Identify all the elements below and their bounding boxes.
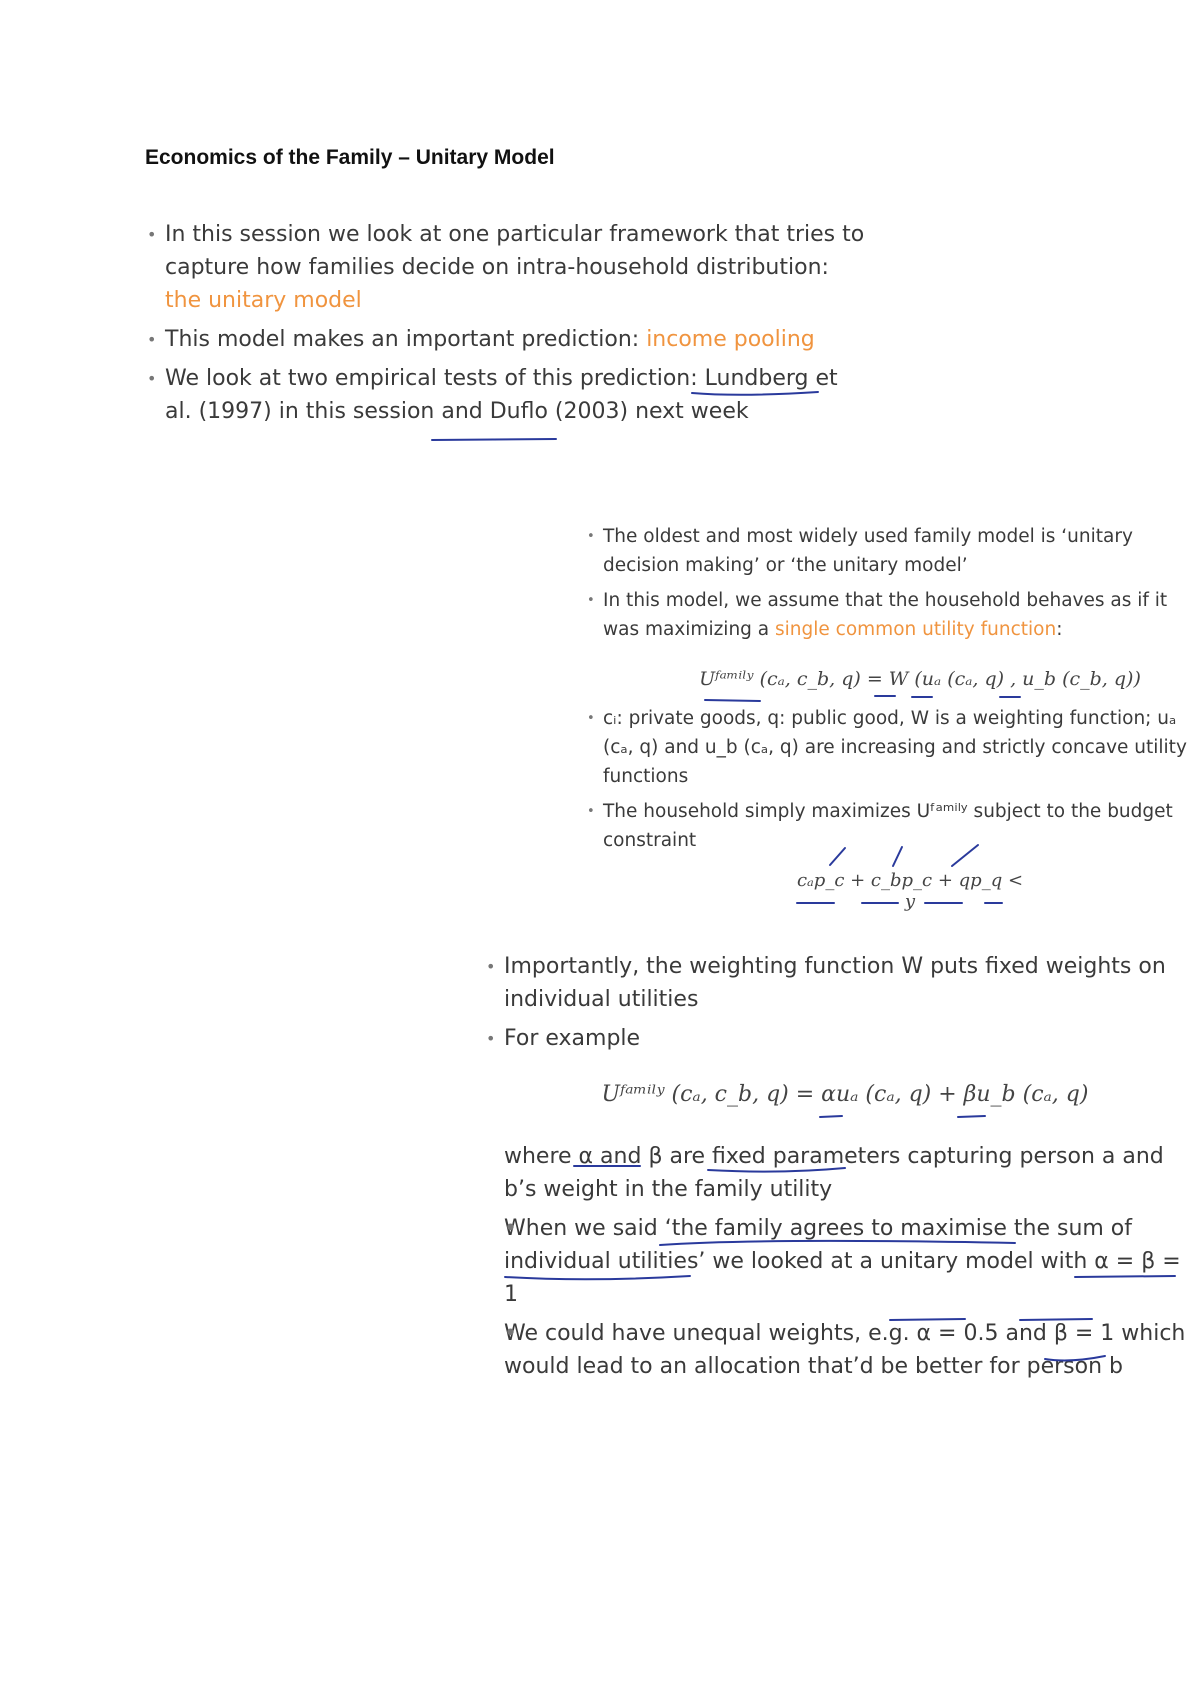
underline-beta-eq <box>958 1116 985 1117</box>
bullet-text: The household simply maximizes Uᶠᵃᵐⁱˡʸ subject to the budget constraint <box>603 801 1173 851</box>
bullet-text: This model makes an important prediction: <box>165 327 647 352</box>
parameters-paragraph <box>504 1140 1194 1383</box>
bullet-text: We could have unequal weights, e.g. α = 0.5 and β = 1 which would lead to an allocation that’d be better for person b <box>504 1321 1186 1379</box>
bullet-single-utility <box>603 586 1200 644</box>
intro-bullets <box>165 218 865 434</box>
bullet-text: We look at two empirical tests of this prediction: Lundberg et al. (1997) in this session and Duflo (2003) next week <box>165 366 838 424</box>
paragraph-text: where α and β are fixed parameters capturing person a and b’s weight in the family utility <box>504 1144 1164 1202</box>
weighting-bullets <box>504 950 1194 1061</box>
bullet-prediction <box>165 323 865 356</box>
underline-alpha-eq <box>820 1116 842 1117</box>
bullet-oldest-model <box>603 522 1200 580</box>
highlight-single-utility: single common utility function <box>775 619 1057 640</box>
bullet-framework <box>165 218 865 317</box>
page-title: Economics of the Family – Unitary Model <box>145 146 555 169</box>
model-bullets <box>603 522 1200 861</box>
bullet-text: When we said ‘the family agrees to maximise the sum of individual utilities’ we looked at a unitary model with α = β = 1 <box>504 1216 1181 1307</box>
bullet-text: In this session we look at one particular framework that tries to capture how families decide on intra-household distribution: <box>165 222 865 280</box>
budget-constraint-equation: cₐp_c + c_bp_c + qp_q < y <box>796 870 1024 912</box>
bullet-text: The oldest and most widely used family model is ‘unitary decision making’ or ‘the unitary model’ <box>603 526 1133 576</box>
highlight-income-pooling: income pooling <box>646 327 815 352</box>
bullet-for-example <box>504 1022 1194 1055</box>
punctuation: : <box>1056 619 1063 640</box>
underline-duflo <box>432 439 556 440</box>
bullet-budget-constraint <box>603 797 1200 855</box>
bullet-text: cᵢ: private goods, q: public good, W is a weighting function; uₐ (cₐ, q) and u_b (cₐ, q) are increasing and strictly concave utility functions <box>603 708 1187 787</box>
bullet-empirical-tests <box>165 362 865 428</box>
bullet-equal-weights <box>504 1212 1194 1311</box>
highlight-unitary-model: the unitary model <box>165 288 362 313</box>
bullet-unequal-weights <box>504 1317 1194 1383</box>
bullet-text: In this model, we assume that the household behaves as if it was maximizing a <box>603 590 1168 640</box>
bullet-fixed-weights <box>504 950 1194 1016</box>
example-bullets <box>504 1212 1194 1383</box>
family-utility-equation: Uᶠᵃᵐⁱˡʸ (cₐ, c_b, q) = W (uₐ (cₐ, q) , u_b (c_b, q)) <box>699 668 1141 690</box>
bullet-text: Importantly, the weighting function W puts fixed weights on individual utilities <box>504 954 1166 1012</box>
weighted-utility-equation: Uᶠᵃᵐⁱˡʸ (cₐ, c_b, q) = αuₐ (cₐ, q) + βu_b (cₐ, q) <box>601 1082 1089 1107</box>
bullet-text: For example <box>504 1026 641 1051</box>
bullet-definitions <box>603 704 1200 791</box>
